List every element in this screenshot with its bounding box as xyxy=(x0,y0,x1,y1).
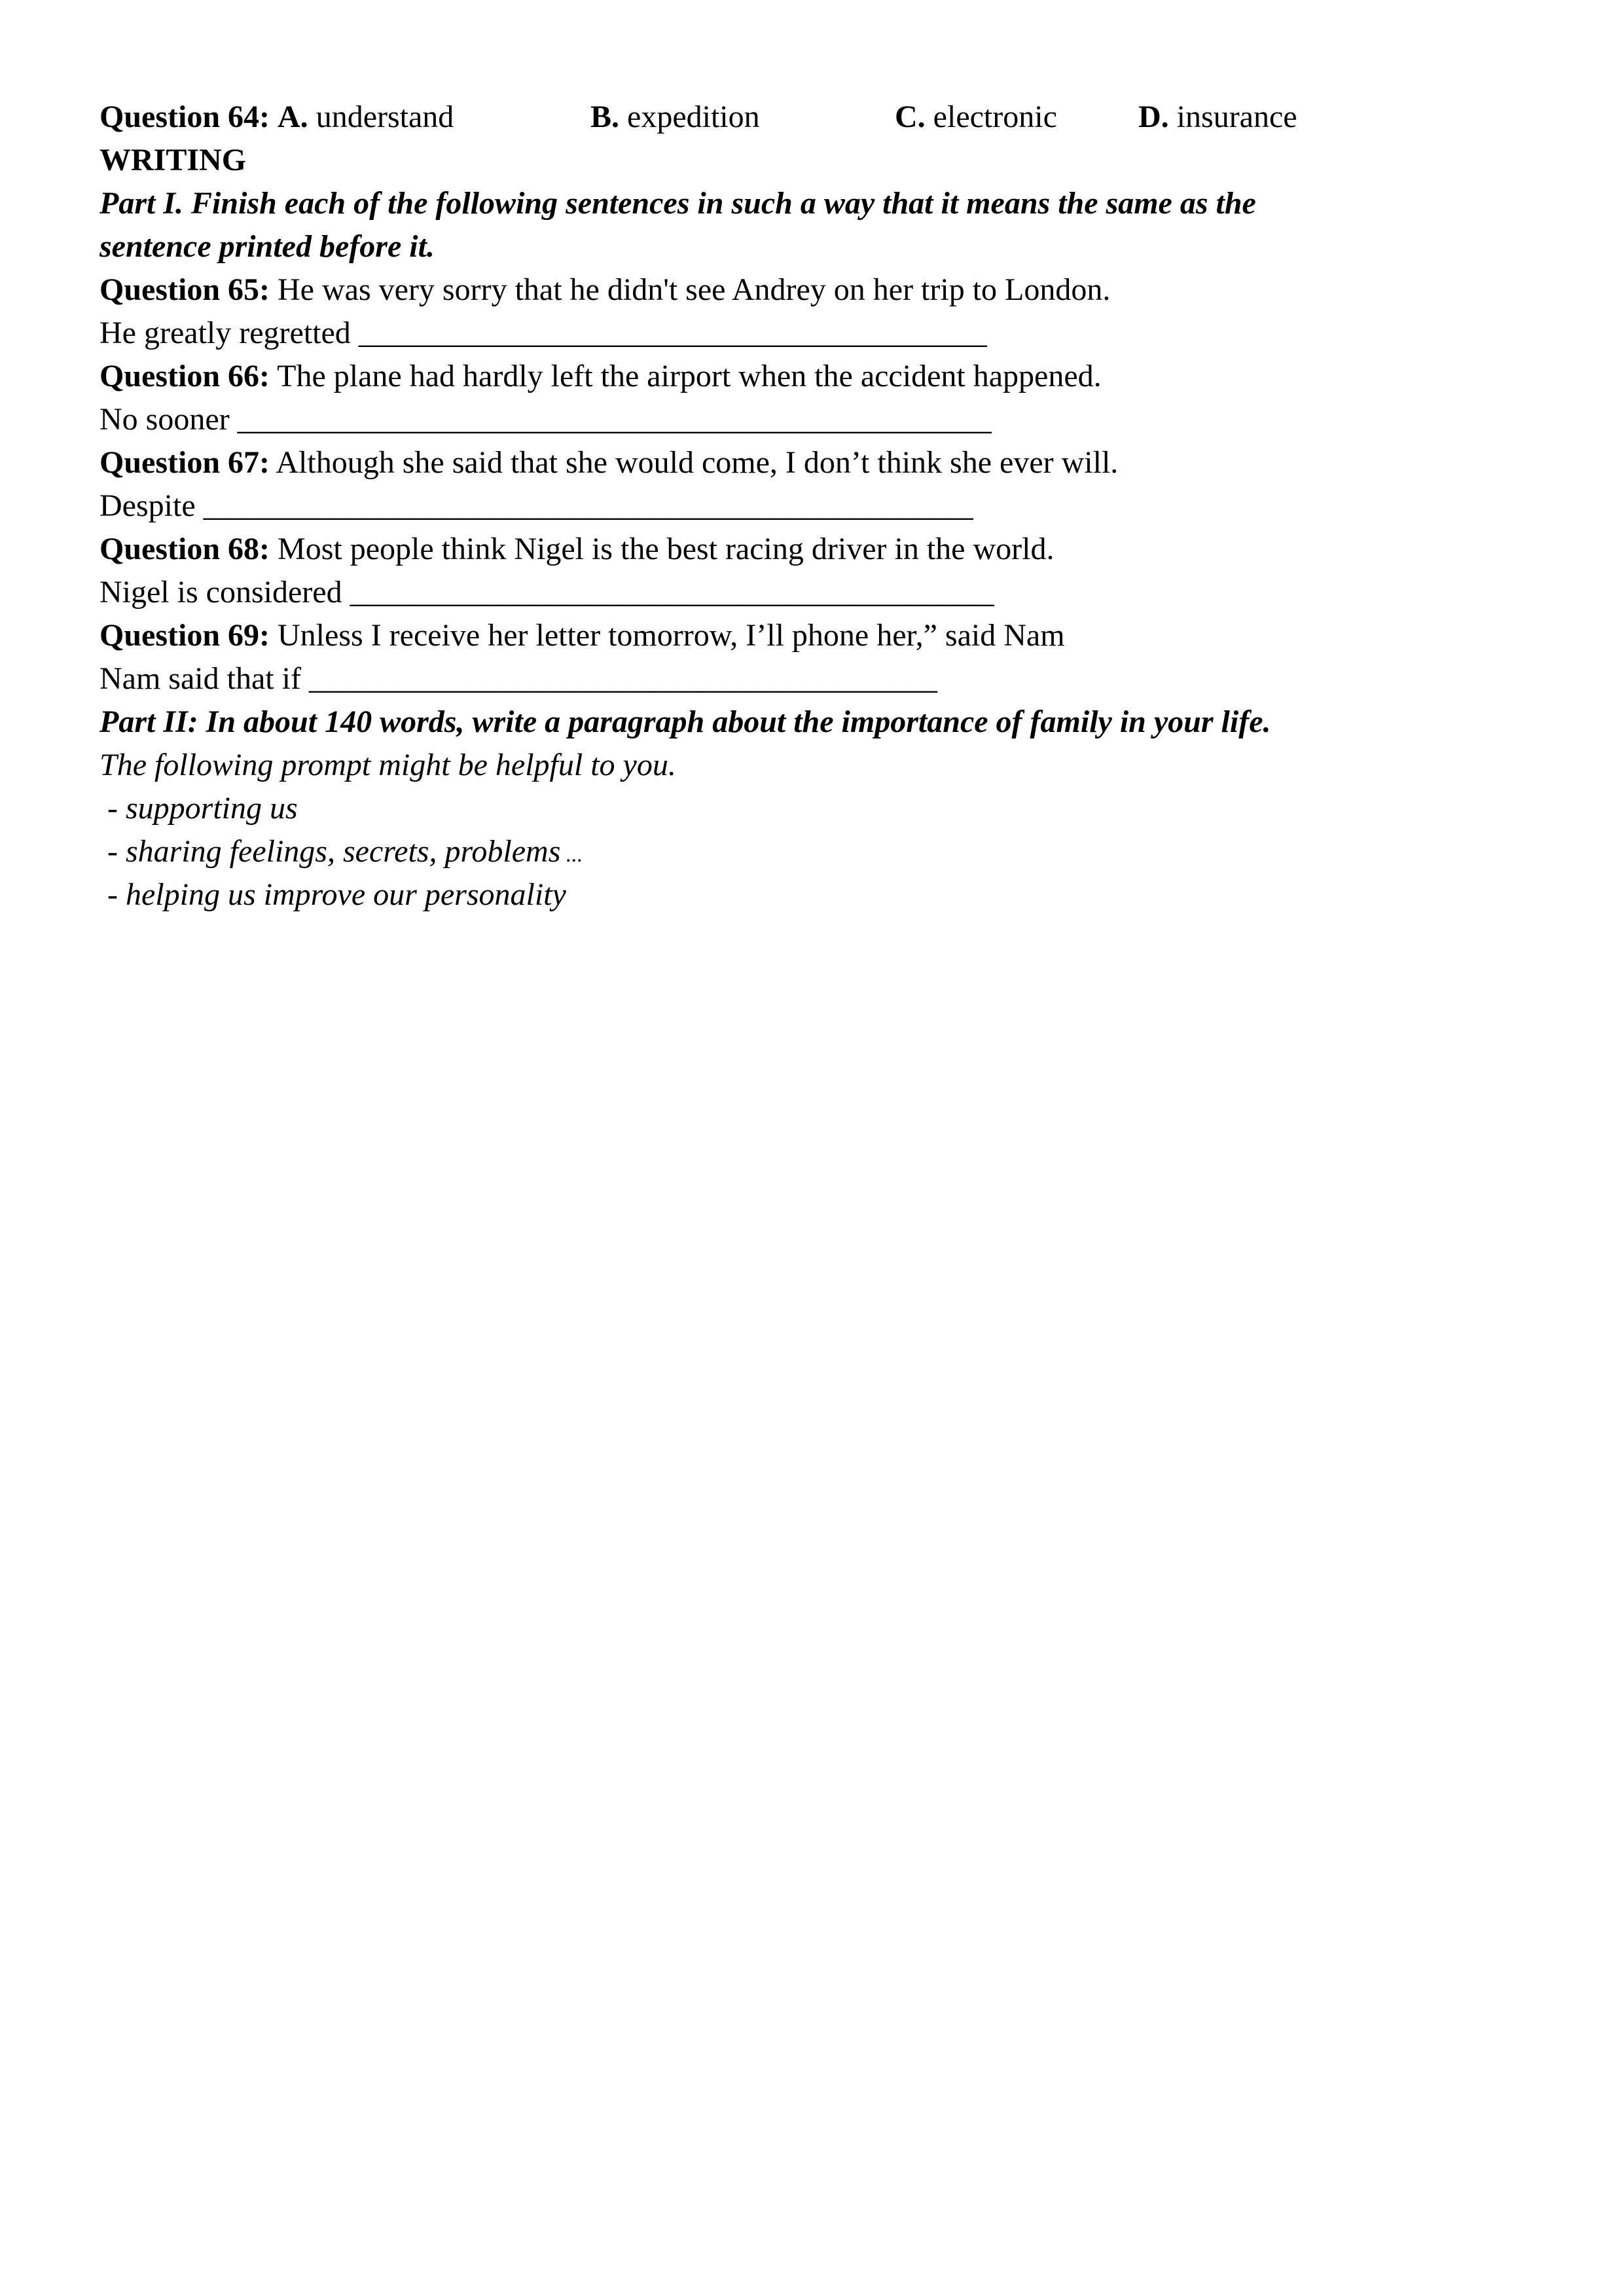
prompt-bullet-2-text: - sharing feelings, secrets, problems xyxy=(107,834,561,869)
part2-helper: The following prompt might be helpful to you. xyxy=(99,748,676,782)
part1-instruction: Part I. Finish each of the following sentences in such a way that it means the same as the sentence printed before it. xyxy=(99,186,1256,264)
q65-answer-line xyxy=(99,312,1343,355)
q67-label: Question 67: xyxy=(99,445,270,480)
q64-option-d xyxy=(1138,96,1297,139)
q64-option-b-text: expedition xyxy=(627,100,760,134)
q68-label: Question 68: xyxy=(99,532,270,566)
q65-prompt: He greatly regretted xyxy=(99,316,351,350)
q64-option-c-letter: C. xyxy=(895,100,926,134)
prompt-bullet-1 xyxy=(99,787,1343,830)
q64-option-c xyxy=(895,96,1138,139)
q65-sentence: He was very sorry that he didn't see Andrey on her trip to London. xyxy=(278,272,1111,307)
q64-option-a-letter: A. xyxy=(278,100,308,134)
prompt-bullet-2-ellipsis: ... xyxy=(560,843,583,867)
question-64 xyxy=(99,96,1343,139)
q64-option-d-text: insurance xyxy=(1176,100,1297,134)
question-68 xyxy=(99,528,1343,571)
q66-sentence: The plane had hardly left the airport when the accident happened. xyxy=(277,359,1102,393)
q65-answer-blank[interactable]: ________________________________________ xyxy=(358,316,987,350)
q67-sentence: Although she said that she would come, I don’t think she ever will. xyxy=(276,445,1119,480)
q69-sentence: Unless I receive her letter tomorrow, I’ll phone her,” said Nam xyxy=(278,618,1065,653)
worksheet-page xyxy=(99,96,1343,917)
prompt-bullet-1-text: - supporting us xyxy=(107,791,298,826)
q68-prompt: Nigel is considered xyxy=(99,575,342,610)
q67-answer-blank[interactable]: _________________________________________________ xyxy=(203,488,973,523)
q69-answer-blank[interactable]: ________________________________________ xyxy=(308,661,937,696)
q68-answer-line xyxy=(99,571,1343,614)
q64-option-c-text: electronic xyxy=(933,100,1057,134)
q69-answer-line xyxy=(99,657,1343,701)
q64-label: Question 64: xyxy=(99,100,270,134)
q64-option-a-text: understand xyxy=(316,100,454,134)
q64-option-b-letter: B. xyxy=(590,100,620,134)
q68-sentence: Most people think Nigel is the best racing driver in the world. xyxy=(278,532,1055,566)
q64-option-a xyxy=(99,96,590,139)
prompt-bullet-3 xyxy=(99,873,1343,917)
q69-label: Question 69: xyxy=(99,618,270,653)
q64-option-d-letter: D. xyxy=(1138,100,1169,134)
question-69 xyxy=(99,614,1343,657)
q69-prompt: Nam said that if xyxy=(99,661,301,696)
q65-label: Question 65: xyxy=(99,272,270,307)
q67-answer-line xyxy=(99,484,1343,528)
q68-answer-blank[interactable]: _________________________________________ xyxy=(350,575,994,610)
q67-prompt: Despite xyxy=(99,488,196,523)
question-67 xyxy=(99,441,1343,484)
q66-label: Question 66: xyxy=(99,359,270,393)
writing-heading: WRITING xyxy=(99,143,247,177)
prompt-bullet-3-text: - helping us improve our personality xyxy=(107,877,566,912)
question-65 xyxy=(99,268,1343,312)
q64-option-b xyxy=(590,96,895,139)
q66-answer-blank[interactable]: ________________________________________________ xyxy=(237,402,992,437)
prompt-bullet-2 xyxy=(99,830,1343,873)
q66-prompt: No sooner xyxy=(99,402,230,437)
q66-answer-line xyxy=(99,398,1343,441)
part2-instruction: Part II: In about 140 words, write a paragraph about the importance of family in your life. xyxy=(99,704,1271,739)
question-66 xyxy=(99,355,1343,398)
